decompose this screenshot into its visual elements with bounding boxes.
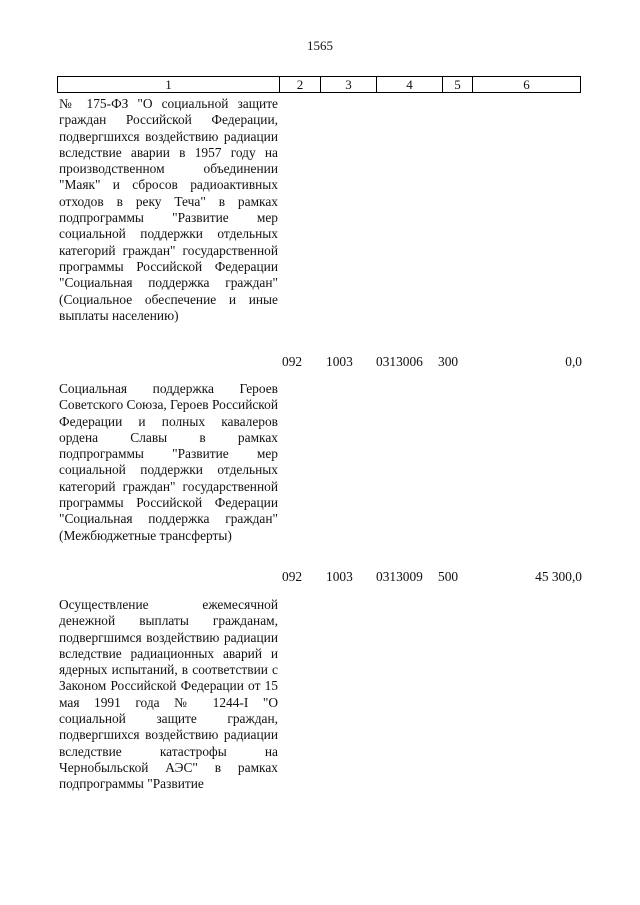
row-1-col-6: 0,0 [565,354,582,369]
column-header-4: 4 [377,77,443,93]
table-header [57,76,581,93]
page-number: 1565 [307,38,333,53]
row-2-col-3: 1003 [326,569,353,584]
column-header-2: 2 [280,77,321,93]
row-1-description: № 175-ФЗ "О социальной защите граждан Российской Федерации, подвергшихся воздействию радиации вследствие аварии в 1957 году на производственном объединении "Маяк" и сбросов радиоактивных отходов в реку Теча" в рамках подпрограммы "Развитие мер социальной поддержки отдельных категорий граждан" государственной программы Российской Федерации "Социальная поддержка граждан" (Социальное обеспечение и иные выплаты населению) [59,96,278,323]
row-1-col-5: 300 [438,354,459,369]
row-2-col-6: 45 300,0 [535,569,582,584]
row-3-description: Осуществление ежемесячной денежной выплаты гражданам, подвергшимся воздействию радиации вследствие радиационных аварий и ядерных испытаний, в соответствии с Законом Российской Федерации от 15 мая 1991 года № 1244-I "О социальной защите граждан, подвергшихся воздействию радиации вследствие катастрофы на Чернобыльской АЭС" в рамках подпрограммы "Развитие [59,597,278,792]
row-1-col-2: 092 [282,354,303,369]
column-header-3: 3 [321,77,377,93]
row-2-col-2: 092 [282,569,303,584]
row-1-col-3: 1003 [326,354,353,369]
row-1-col-4: 0313006 [376,354,423,369]
row-2-description: Социальная поддержка Героев Советского Союза, Героев Российской Федерации и полных кавалеров ордена Славы в рамках подпрограммы "Развитие мер социальной поддержки отдельных категорий граждан" государственной программы Российской Федерации "Социальная поддержка граждан" (Межбюджетные трансферты) [59,381,278,543]
column-header-6: 6 [473,77,581,93]
row-2-col-5: 500 [438,569,459,584]
column-header-5: 5 [443,77,473,93]
row-2-col-4: 0313009 [376,569,423,584]
column-header-1: 1 [58,77,280,93]
